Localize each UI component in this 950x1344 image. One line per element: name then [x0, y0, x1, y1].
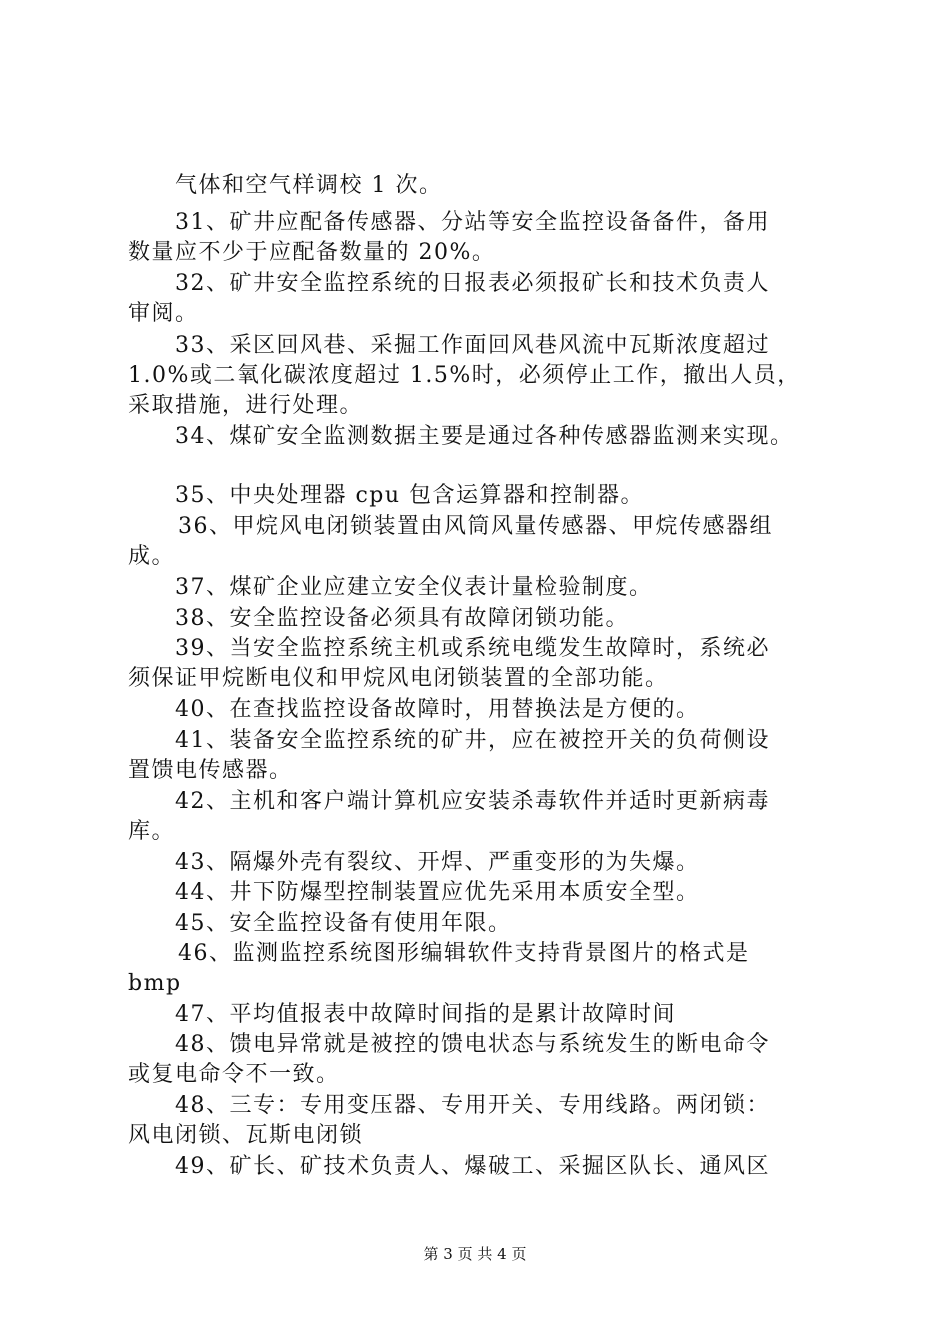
text-line: 32、矿井安全监控系统的日报表必须报矿长和技术负责人	[175, 271, 770, 296]
text-line: 数量应不少于应配备数量的 20%。	[128, 240, 496, 265]
text-line: 置馈电传感器。	[128, 758, 293, 783]
text-line: 31、矿井应配备传感器、分站等安全监控设备备件，备用	[175, 210, 770, 235]
text-line: 1.0%或二氧化碳浓度超过 1.5%时，必须停止工作，撤出人员，	[128, 363, 801, 388]
text-line: 库。	[128, 819, 176, 844]
text-line: 气体和空气样调校 1 次。	[175, 173, 443, 198]
text-line: 43、隔爆外壳有裂纹、开焊、严重变形的为失爆。	[175, 850, 700, 875]
text-line: 44、井下防爆型控制装置应优先采用本质安全型。	[175, 880, 700, 905]
text-line: 35、中央处理器 cpu 包含运算器和控制器。	[175, 483, 645, 508]
text-line: 34、煤矿安全监测数据主要是通过各种传感器监测来实现。	[175, 424, 794, 449]
text-line: 38、安全监控设备必须具有故障闭锁功能。	[175, 606, 629, 631]
text-line: 36、甲烷风电闭锁装置由风筒风量传感器、甲烷传感器组	[178, 514, 773, 539]
text-line: 风电闭锁、瓦斯电闭锁	[128, 1123, 364, 1148]
text-line: 须保证甲烷断电仪和甲烷风电闭锁装置的全部功能。	[128, 666, 669, 691]
text-line: 48、馈电异常就是被控的馈电状态与系统发生的断电命令	[175, 1032, 770, 1057]
text-line: 成。	[128, 544, 176, 569]
text-line: 37、煤矿企业应建立安全仪表计量检验制度。	[175, 575, 653, 600]
text-line: 49、矿长、矿技术负责人、爆破工、采掘区队长、通风区	[175, 1154, 770, 1179]
text-line: 39、当安全监控系统主机或系统电缆发生故障时，系统必	[175, 636, 770, 661]
text-line: 48、三专：专用变压器、专用开关、专用线路。两闭锁：	[175, 1093, 770, 1118]
text-line: 33、采区回风巷、采掘工作面回风巷风流中瓦斯浓度超过	[175, 333, 770, 358]
text-line: 41、装备安全监控系统的矿井，应在被控开关的负荷侧设	[175, 728, 770, 753]
text-line: 40、在查找监控设备故障时，用替换法是方便的。	[175, 697, 700, 722]
text-line: 采取措施，进行处理。	[128, 393, 364, 418]
text-line: 45、安全监控设备有使用年限。	[175, 911, 512, 936]
text-line: 审阅。	[128, 301, 199, 326]
text-line: 或复电命令不一致。	[128, 1062, 340, 1087]
page-footer: 第 3 页 共 4 页	[423, 1245, 527, 1263]
text-line: 47、平均值报表中故障时间指的是累计故障时间	[175, 1002, 676, 1027]
text-line: bmp	[128, 971, 182, 996]
text-line: 46、监测监控系统图形编辑软件支持背景图片的格式是	[178, 941, 750, 966]
text-line: 42、主机和客户端计算机应安装杀毒软件并适时更新病毒	[175, 789, 770, 814]
